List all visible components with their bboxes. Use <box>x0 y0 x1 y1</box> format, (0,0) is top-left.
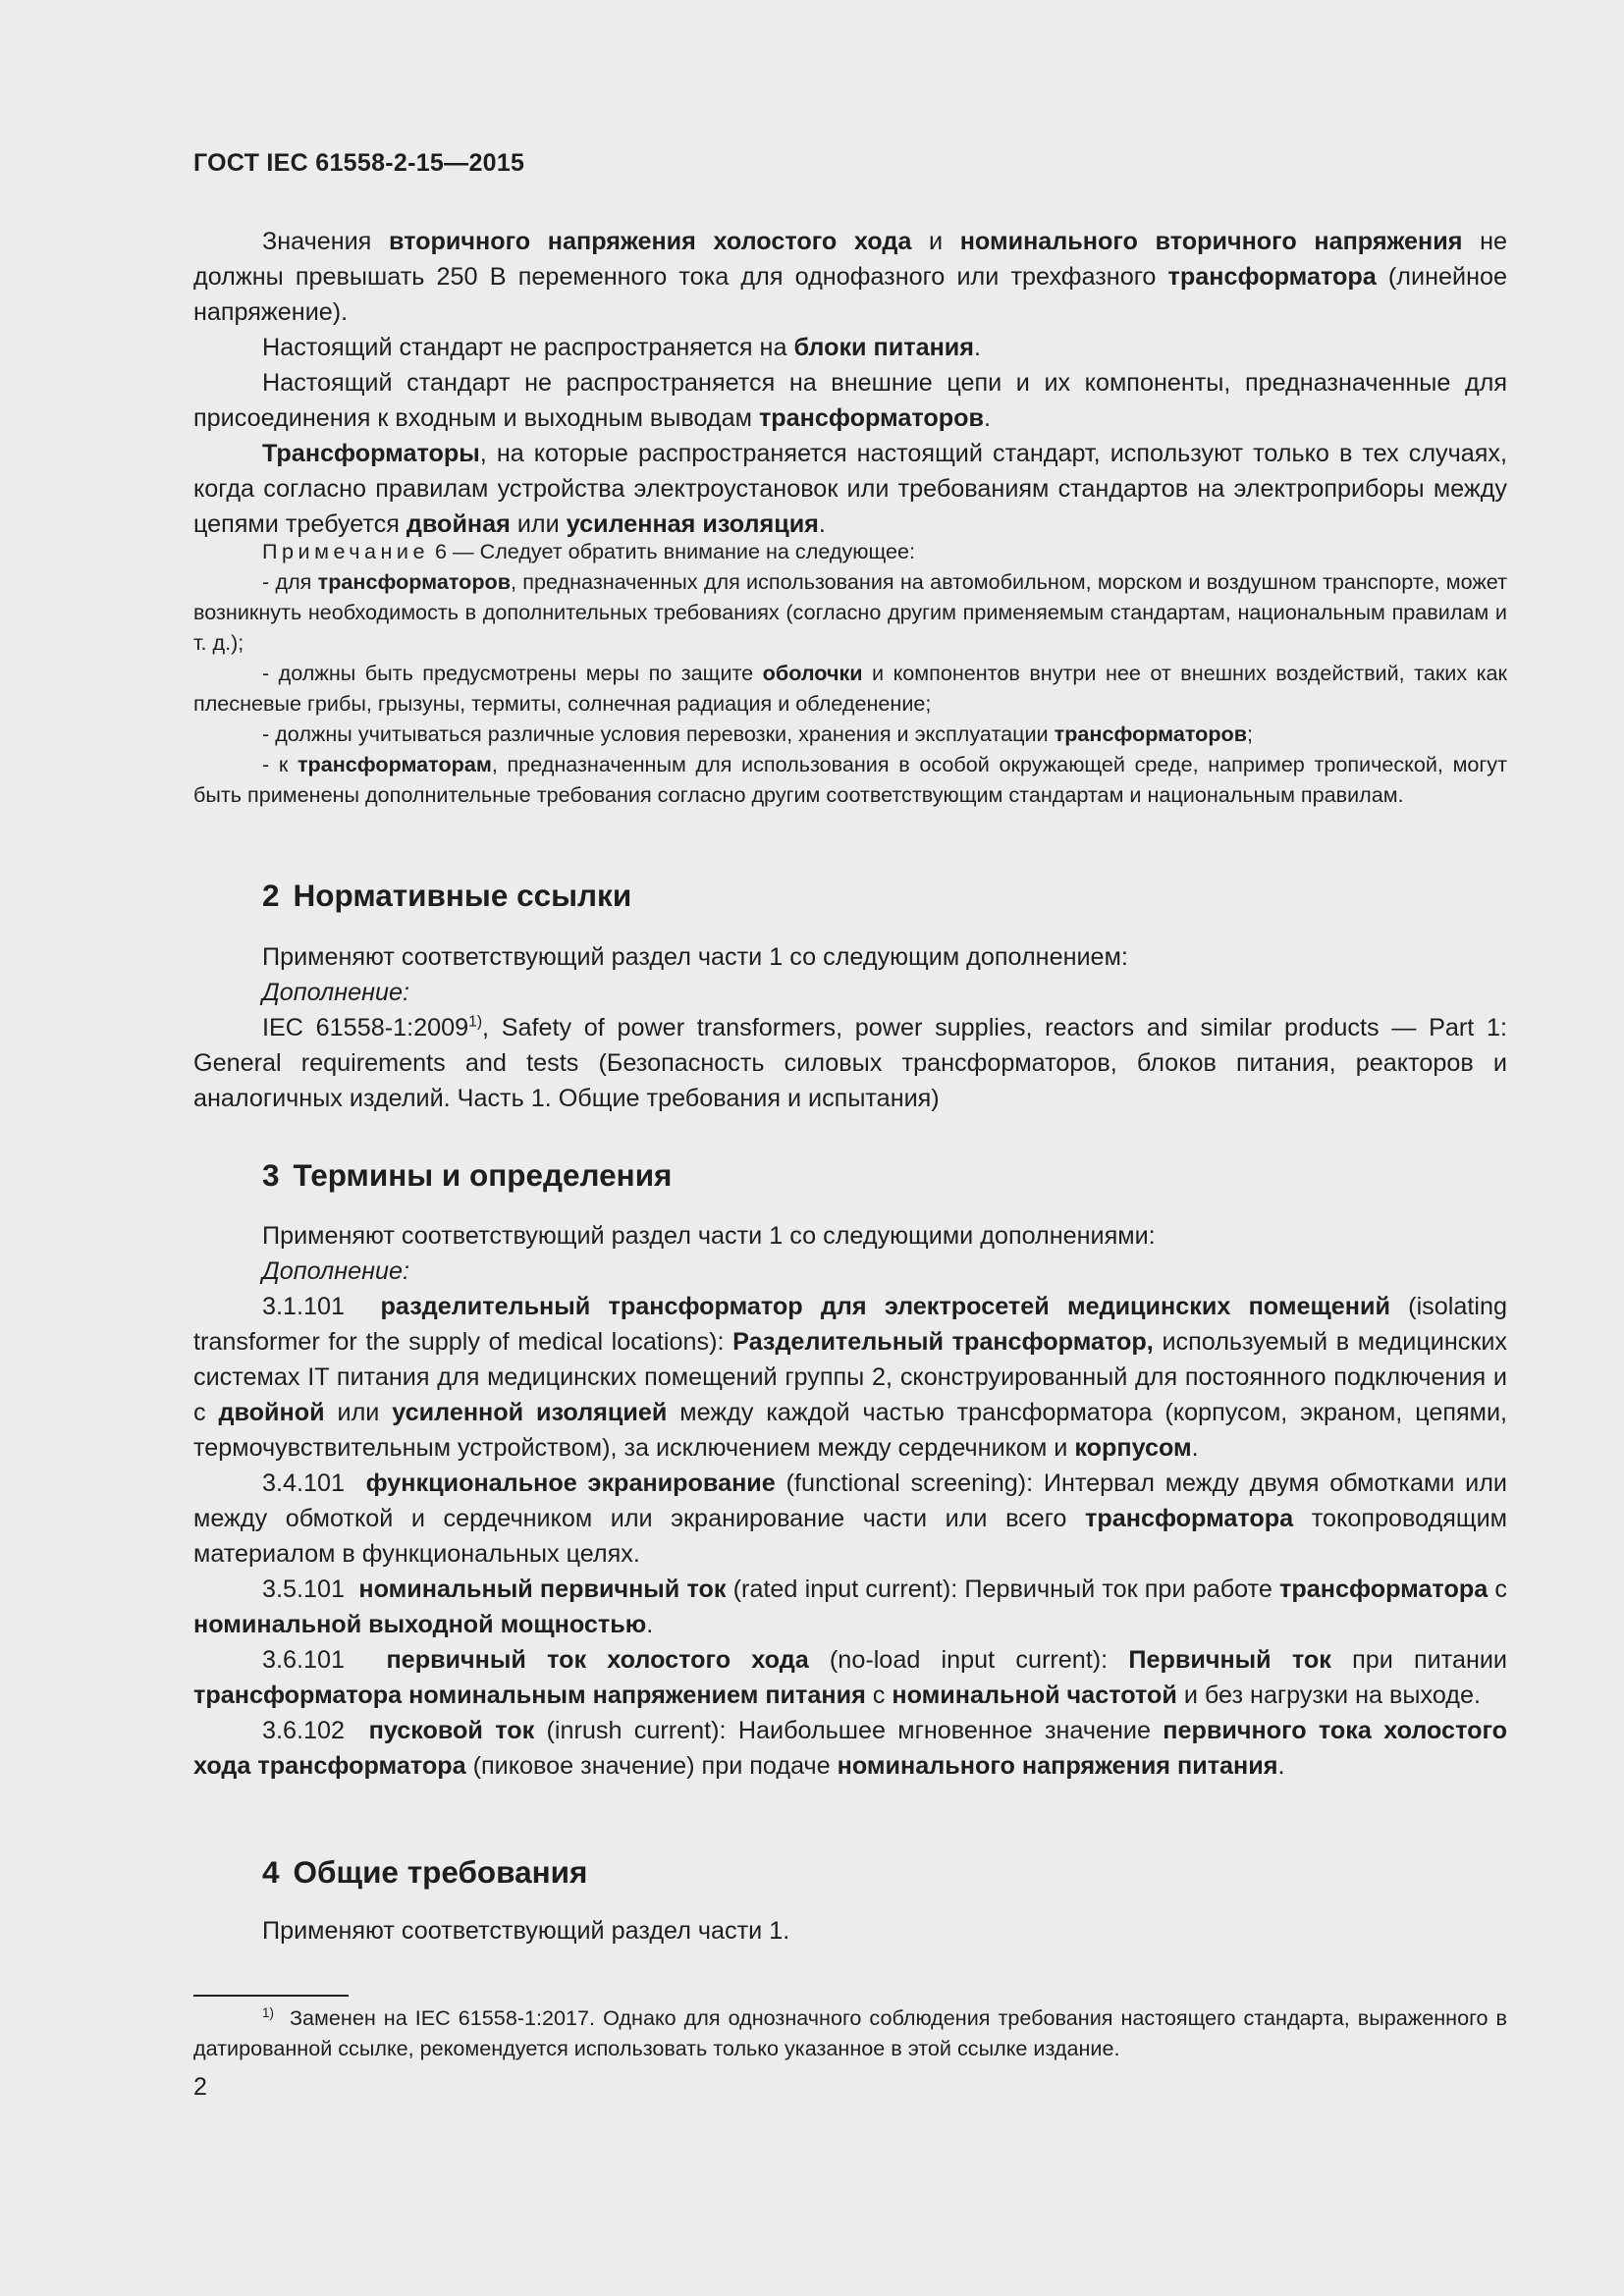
footnote <box>193 2002 1507 2063</box>
normative-reference: IEC 61558-1:2009$^{1)}$, Safety of power transformers, power supplies, reactors and similar products — Part 1: General requirements and tests (Безопасность силовых трансформаторов, блоков питания, реакторов и аналогичных изделий. Часть 1. Общие требования и испытания) <box>193 1013 1507 1112</box>
addition-label: Дополнение: <box>262 1257 410 1285</box>
page-number: 2 <box>193 2073 207 2101</box>
intro-paragraph: Трансформаторы, на которые распространяется настоящий стандарт, используют только в тех случаях, когда согласно правилам устройства электроустановок или требованиям стандартов на электроприборы между цепями требуется двойная или усиленная изоляция. <box>193 440 1507 538</box>
footnote-mark: 1) <box>262 2004 274 2020</box>
note-item: - для трансформаторов, предназначенных для использования на автомобильном, морском и воздушном транспорте, может возникнуть необходимость в дополнительных требованиях (согласно другим применяемым стандартам, национальным правилам и т. д.); <box>193 569 1507 655</box>
intro-section <box>193 224 1507 542</box>
section-heading: 3 Термины и определения <box>262 1157 673 1193</box>
document-id: ГОСТ IEC 61558-2-15—2015 <box>193 149 525 177</box>
note-item: - к трансформаторам, предназначенным для использования в особой окружающей среде, например тропической, могут быть применены дополнительные требования согласно другим соответствующим стандартам и национальным правилам. <box>193 752 1507 807</box>
term-definition: 3.6.101 первичный ток холостого хода (no-load input current): Первичный ток при питании трансформатора номинальным напряжением питания с номинальной частотой и без нагрузки на выходе. <box>193 1646 1508 1709</box>
paragraph: Применяют соответствующий раздел части 1 со следующим дополнением: <box>262 943 1128 971</box>
addition-label: Дополнение: <box>262 979 410 1006</box>
section-3-body <box>193 1218 1507 1784</box>
term-definition: 3.5.101 номинальный первичный ток (rated input current): Первичный ток при работе трансформатора с номинальной выходной мощностью. <box>193 1575 1507 1638</box>
section-heading: 4 Общие требования <box>262 1854 588 1890</box>
intro-paragraph: Настоящий стандарт не распространяется на блоки питания. <box>262 334 981 361</box>
footnote-text: Заменен на IEC 61558-1:2017. Однако для однозначного соблюдения требования настоящего стандарта, выраженного в датированной ссылке, рекомендуется использовать только указанное в этой ссылке издание. <box>193 2005 1508 2060</box>
footnote-ref[interactable]: 1) <box>468 1013 483 1031</box>
note-item: - должны быть предусмотрены меры по защите оболочки и компонентов внутри нее от внешних воздействий, таких как плесневые грибы, грызуны, термиты, солнечная радиация и обледенение; <box>193 661 1507 716</box>
footnote-separator <box>193 1995 349 1997</box>
term-definition: 3.4.101 функциональное экранирование (functional screening): Интервал между двумя обмотками или между обмоткой и сердечником или экранирование части или всего трансформатора токопроводящим материалом в функциональных целях. <box>193 1469 1507 1568</box>
paragraph: Применяют соответствующий раздел части 1 со следующими дополнениями: <box>262 1222 1156 1250</box>
note-block <box>193 536 1507 810</box>
intro-paragraph: Настоящий стандарт не распространяется на внешние цепи и их компоненты, предназначенные для присоединения к входным и выходным выводам трансформаторов. <box>193 369 1507 432</box>
section-2-body <box>193 939 1507 1116</box>
section-heading: 2 Нормативные ссылки <box>262 878 632 913</box>
term-definition: 3.1.101 разделительный трансформатор для электросетей медицинских помещений (isolating transformer for the supply of medical locations): Разделительный трансформатор, используемый в медицинских системах IT питания для медицинских помещений группы 2, сконструированный для постоянного подключения и с двойной или усиленной изоляцией между каждой частью трансформатора (корпусом, экраном, цепями, термочувствительным устройством), за исключением между сердечником и корпусом. <box>193 1293 1508 1462</box>
note-label: Примечание <box>262 539 429 563</box>
intro-paragraph: Значения вторичного напряжения холостого хода и номинального вторичного напряжения не должны превышать 250 В переменного тока для однофазного или трехфазного трансформатора (линейное напряжение). <box>193 228 1508 326</box>
note-lead: Примечание 6 — Следует обратить внимание на следующее: <box>262 539 915 563</box>
section-4-body <box>193 1913 1507 1949</box>
term-definition: 3.6.102 пусковой ток (inrush current): Наибольшее мгновенное значение первичного тока холостого хода трансформатора (пиковое значение) при подаче номинального напряжения питания. <box>193 1717 1508 1780</box>
paragraph: Применяют соответствующий раздел части 1. <box>262 1917 790 1945</box>
note-item: - должны учитываться различные условия перевозки, хранения и эксплуатации трансформаторов; <box>262 721 1253 746</box>
